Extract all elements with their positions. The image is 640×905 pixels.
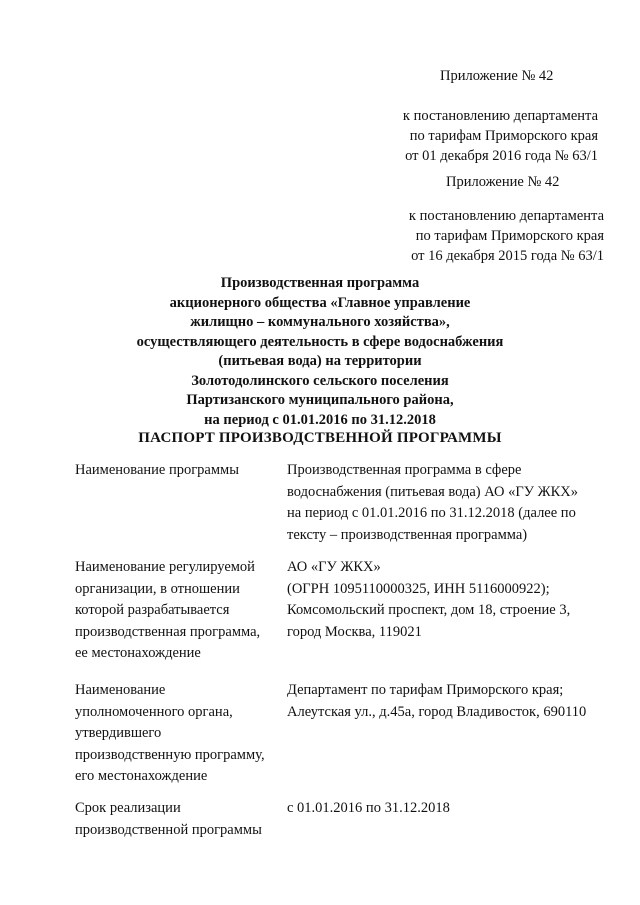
value-line: на период с 01.01.2016 по 31.12.2018 (далее по (287, 505, 576, 521)
passport-row-label (75, 798, 280, 841)
appendix-current-line: от 01 декабря 2016 года № 63/1 (405, 148, 598, 164)
label-line: Срок реализации (75, 800, 181, 816)
document-title-line: Производственная программа (220, 275, 420, 291)
value-line: Департамент по тарифам Приморского края; (287, 682, 564, 698)
label-line: организации, в отношении (75, 580, 240, 597)
label-line: утвердившего (75, 725, 162, 741)
document-title-line: на период с 01.01.2016 по 31.12.2018 (204, 411, 436, 428)
value-line: Производственная программа в сфере (287, 462, 522, 478)
label-line: Наименование программы (75, 462, 239, 478)
value-line: тексту – производственная программа) (287, 526, 528, 543)
document-title-line: Золотодолинского сельского поселения (191, 372, 449, 389)
label-line: Наименование (75, 682, 166, 698)
appendix-current-reference (403, 106, 598, 166)
value-line: (ОГРН 1095110000325, ИНН 5116000922); (287, 580, 550, 597)
label-line: уполномоченного органа, (75, 703, 233, 720)
label-line: ее местонахождение (75, 645, 201, 661)
value-line: Комсомольский проспект, дом 18, строение 3, (287, 602, 571, 618)
passport-row-value (287, 460, 617, 546)
appendix-current-line: к постановлению департамента (402, 108, 598, 124)
appendix-previous-line: к постановлению департамента (408, 208, 604, 224)
passport-row-label (75, 557, 280, 665)
passport-row-value (287, 798, 617, 820)
document-title-line: (питьевая вода) на территории (218, 353, 422, 369)
passport-row-value (287, 557, 617, 643)
value-line: с 01.01.2016 по 31.12.2018 (287, 800, 450, 816)
label-line: Наименование регулируемой (75, 559, 255, 575)
value-line: город Москва, 119021 (287, 623, 422, 640)
document-title-line: жилищно – коммунального хозяйства», (190, 314, 450, 330)
value-line: АО «ГУ ЖКХ» (287, 559, 381, 575)
label-line: производственной программы (75, 821, 262, 838)
label-line: его местонахождение (75, 768, 208, 784)
label-line: которой разрабатывается (75, 602, 230, 618)
value-line: Алеутская ул., д.45а, город Владивосток, 690110 (287, 703, 587, 720)
appendix-previous-line: по тарифам Приморского края (415, 228, 604, 244)
passport-row-label (75, 680, 280, 788)
appendix-previous-title (446, 172, 559, 192)
appendix-current-line: по тарифам Приморского края (409, 128, 598, 144)
appendix-previous-line: от 16 декабря 2015 года № 63/1 (411, 248, 604, 264)
label-line: производственная программа, (75, 623, 261, 640)
value-line: водоснабжения (питьевая вода) АО «ГУ ЖКХ» (287, 483, 579, 500)
appendix-current-title-text: Приложение № 42 (440, 68, 554, 84)
passport-heading: ПАСПОРТ ПРОИЗВОДСТВЕННОЙ ПРОГРАММЫ (138, 430, 502, 446)
appendix-previous-reference (409, 206, 604, 266)
document-title-line: осуществляющего деятельность в сфере водоснабжения (136, 333, 504, 350)
passport-row-value (287, 680, 617, 723)
document-title (0, 274, 640, 430)
appendix-previous-title-text: Приложение № 42 (446, 174, 560, 190)
passport-row-label (75, 460, 280, 482)
document-title-line: акционерного общества «Главное управление (169, 294, 471, 311)
appendix-current-title (440, 66, 553, 86)
document-title-line: Партизанского муниципального района, (186, 392, 454, 408)
label-line: производственную программу, (75, 746, 265, 763)
